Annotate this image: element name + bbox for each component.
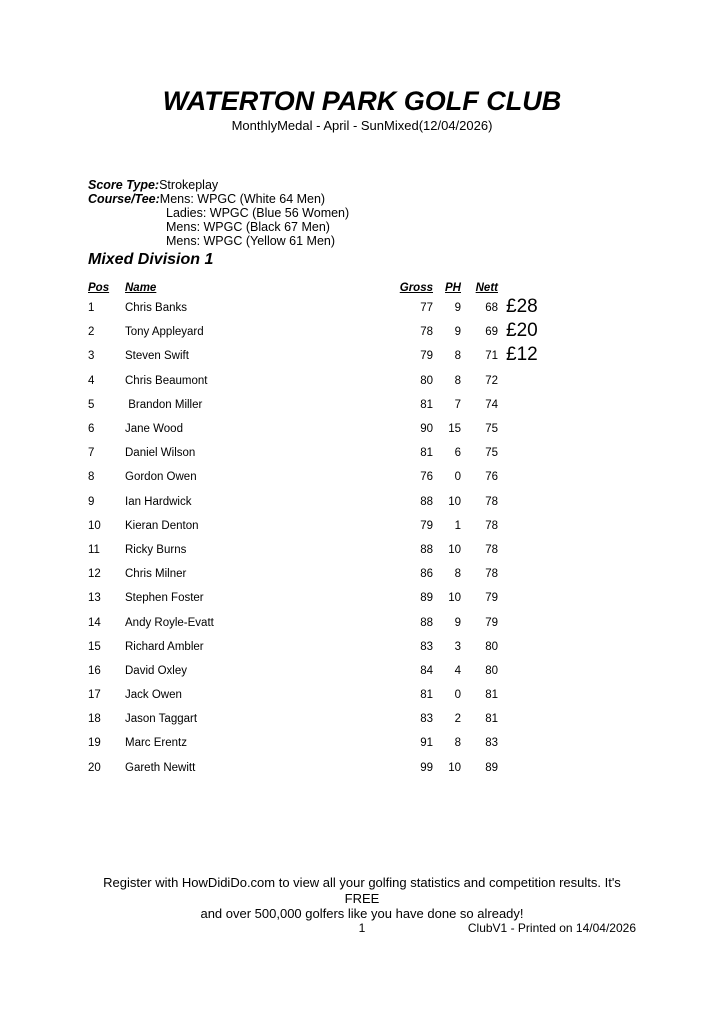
col-header-ph: PH xyxy=(445,282,461,294)
row-pos: 11 xyxy=(88,543,100,556)
table-row xyxy=(88,683,636,707)
row-name: Chris Beaumont xyxy=(125,374,208,387)
row-pos: 8 xyxy=(88,471,95,484)
row-pos: 5 xyxy=(88,398,95,411)
row-name: Chris Milner xyxy=(125,568,187,581)
row-gross: 79 xyxy=(420,350,433,363)
row-nett: 80 xyxy=(485,640,498,653)
row-pos: 2 xyxy=(88,326,95,339)
row-prize: £20 xyxy=(506,319,538,341)
row-nett: 81 xyxy=(485,689,498,702)
row-name: Tony Appleyard xyxy=(125,326,204,339)
row-name: Gareth Newitt xyxy=(125,761,196,774)
print-info: ClubV1 - Printed on 14/04/2026 xyxy=(467,921,636,935)
row-gross: 88 xyxy=(420,616,433,629)
score-type-value: Strokeplay xyxy=(159,178,219,192)
table-row xyxy=(88,465,636,489)
bottom-footer xyxy=(88,920,636,936)
row-pos: 18 xyxy=(88,713,101,726)
row-nett: 78 xyxy=(485,568,498,581)
course-tee-line: Ladies: WPGC (Blue 56 Women) xyxy=(166,206,350,220)
table-row xyxy=(88,393,636,417)
row-pos: 15 xyxy=(88,640,101,653)
register-line: Register with HowDidiDo.com to view all your golfing statistics and competition results. It's FREE xyxy=(103,875,621,906)
row-name: Jason Taggart xyxy=(125,713,198,726)
row-pos: 12 xyxy=(88,568,101,581)
score-type-line xyxy=(88,178,636,192)
row-nett: 75 xyxy=(485,423,498,436)
table-row xyxy=(88,756,636,780)
table-row xyxy=(88,610,636,634)
row-nett: 79 xyxy=(485,592,498,605)
competition-subtitle: MonthlyMedal - April - SunMixed(12/04/2026) xyxy=(231,118,493,133)
row-ph: 6 xyxy=(454,447,461,460)
row-nett: 78 xyxy=(485,543,498,556)
table-row xyxy=(88,707,636,731)
row-nett: 80 xyxy=(485,664,498,677)
row-ph: 10 xyxy=(448,592,461,605)
row-pos: 19 xyxy=(88,737,101,750)
row-pos: 1 xyxy=(88,302,95,315)
row-ph: 0 xyxy=(454,689,461,702)
row-gross: 78 xyxy=(420,326,433,339)
row-prize: £28 xyxy=(506,295,538,317)
row-ph: 9 xyxy=(454,326,461,339)
row-gross: 81 xyxy=(420,398,433,411)
row-ph: 0 xyxy=(454,471,461,484)
row-name: Jane Wood xyxy=(125,423,183,436)
row-nett: 71 xyxy=(485,350,498,363)
document-header xyxy=(88,86,636,134)
col-header-pos: Pos xyxy=(88,282,110,294)
table-row xyxy=(88,659,636,683)
row-ph: 10 xyxy=(448,495,461,508)
row-ph: 8 xyxy=(454,568,461,581)
table-row xyxy=(88,320,636,344)
row-nett: 79 xyxy=(485,616,498,629)
table-row xyxy=(88,538,636,562)
table-row xyxy=(88,369,636,393)
row-pos: 9 xyxy=(88,495,95,508)
row-pos: 17 xyxy=(88,689,101,702)
row-gross: 91 xyxy=(420,737,433,750)
row-name: Brandon Miller xyxy=(125,398,203,411)
row-gross: 89 xyxy=(420,592,433,605)
row-name: Richard Ambler xyxy=(125,640,204,653)
table-row xyxy=(88,635,636,659)
table-row xyxy=(88,296,636,320)
competition-info xyxy=(88,178,636,248)
course-tee-line: Mens: WPGC (Yellow 61 Men) xyxy=(166,234,336,248)
row-gross: 76 xyxy=(420,471,433,484)
row-ph: 10 xyxy=(448,543,461,556)
row-prize: £12 xyxy=(506,343,538,365)
row-gross: 84 xyxy=(420,664,433,677)
row-pos: 3 xyxy=(88,350,95,363)
table-row xyxy=(88,490,636,514)
row-ph: 1 xyxy=(454,519,461,532)
row-ph: 9 xyxy=(454,616,461,629)
row-pos: 14 xyxy=(88,616,101,629)
table-rows xyxy=(88,296,636,780)
row-pos: 16 xyxy=(88,664,101,677)
table-row xyxy=(88,514,636,538)
table-row xyxy=(88,731,636,755)
table-row xyxy=(88,417,636,441)
table-row xyxy=(88,441,636,465)
row-gross: 77 xyxy=(420,302,433,315)
course-tee-line: Mens: WPGC (Black 67 Men) xyxy=(166,220,330,234)
row-gross: 81 xyxy=(420,447,433,460)
row-nett: 83 xyxy=(485,737,498,750)
results-table xyxy=(88,278,636,774)
row-nett: 89 xyxy=(485,761,498,774)
club-title: WATERTON PARK GOLF CLUB xyxy=(162,86,562,116)
row-nett: 68 xyxy=(485,302,498,315)
row-pos: 13 xyxy=(88,592,101,605)
row-name: Andy Royle-Evatt xyxy=(125,616,214,629)
row-name: Steven Swift xyxy=(125,350,189,363)
row-pos: 7 xyxy=(88,447,95,460)
row-nett: 78 xyxy=(485,495,498,508)
row-pos: 6 xyxy=(88,423,95,436)
row-nett: 69 xyxy=(485,326,498,339)
row-ph: 8 xyxy=(454,350,461,363)
row-name: Jack Owen xyxy=(125,689,182,702)
row-gross: 90 xyxy=(420,423,433,436)
row-nett: 78 xyxy=(485,519,498,532)
row-name: Marc Erentz xyxy=(125,737,187,750)
division-title: Mixed Division 1 xyxy=(88,251,214,268)
row-nett: 76 xyxy=(485,471,498,484)
row-ph: 9 xyxy=(454,302,461,315)
row-nett: 72 xyxy=(485,374,498,387)
row-gross: 83 xyxy=(420,713,433,726)
table-row xyxy=(88,562,636,586)
course-tee-value: Mens: WPGC (White 64 Men) xyxy=(159,192,326,206)
row-ph: 7 xyxy=(454,398,461,411)
row-nett: 75 xyxy=(485,447,498,460)
row-name: Daniel Wilson xyxy=(125,447,196,460)
table-row xyxy=(88,586,636,610)
row-pos: 4 xyxy=(88,374,95,387)
col-header-gross: Gross xyxy=(399,282,433,294)
row-name: Gordon Owen xyxy=(125,471,197,484)
register-line: and over 500,000 golfers like you have done so already! xyxy=(200,906,524,921)
row-name: Ricky Burns xyxy=(125,543,187,556)
score-type-label: Score Type: xyxy=(88,178,160,192)
row-ph: 8 xyxy=(454,737,461,750)
row-ph: 2 xyxy=(454,713,461,726)
row-gross: 99 xyxy=(420,761,433,774)
row-ph: 10 xyxy=(448,761,461,774)
row-gross: 83 xyxy=(420,640,433,653)
row-name: Stephen Foster xyxy=(125,592,204,605)
table-header-row xyxy=(88,278,636,298)
course-tee-label: Course/Tee: xyxy=(88,192,160,206)
row-gross: 81 xyxy=(420,689,433,702)
page-number: 1 xyxy=(358,921,366,935)
row-gross: 80 xyxy=(420,374,433,387)
row-ph: 15 xyxy=(448,423,461,436)
row-ph: 3 xyxy=(454,640,461,653)
row-gross: 79 xyxy=(420,519,433,532)
row-gross: 88 xyxy=(420,543,433,556)
row-gross: 88 xyxy=(420,495,433,508)
table-row xyxy=(88,344,636,368)
row-name: Ian Hardwick xyxy=(125,495,192,508)
col-header-nett: Nett xyxy=(475,282,498,294)
row-pos: 20 xyxy=(88,761,101,774)
row-gross: 86 xyxy=(420,568,433,581)
row-pos: 10 xyxy=(88,519,101,532)
row-nett: 74 xyxy=(485,398,498,411)
col-header-name: Name xyxy=(125,282,157,294)
register-footer xyxy=(88,875,636,922)
course-tee-line xyxy=(88,192,636,206)
row-name: Chris Banks xyxy=(125,302,187,315)
row-ph: 8 xyxy=(454,374,461,387)
row-ph: 4 xyxy=(454,664,461,677)
row-name: Kieran Denton xyxy=(125,519,199,532)
row-name: David Oxley xyxy=(125,664,187,677)
row-nett: 81 xyxy=(485,713,498,726)
